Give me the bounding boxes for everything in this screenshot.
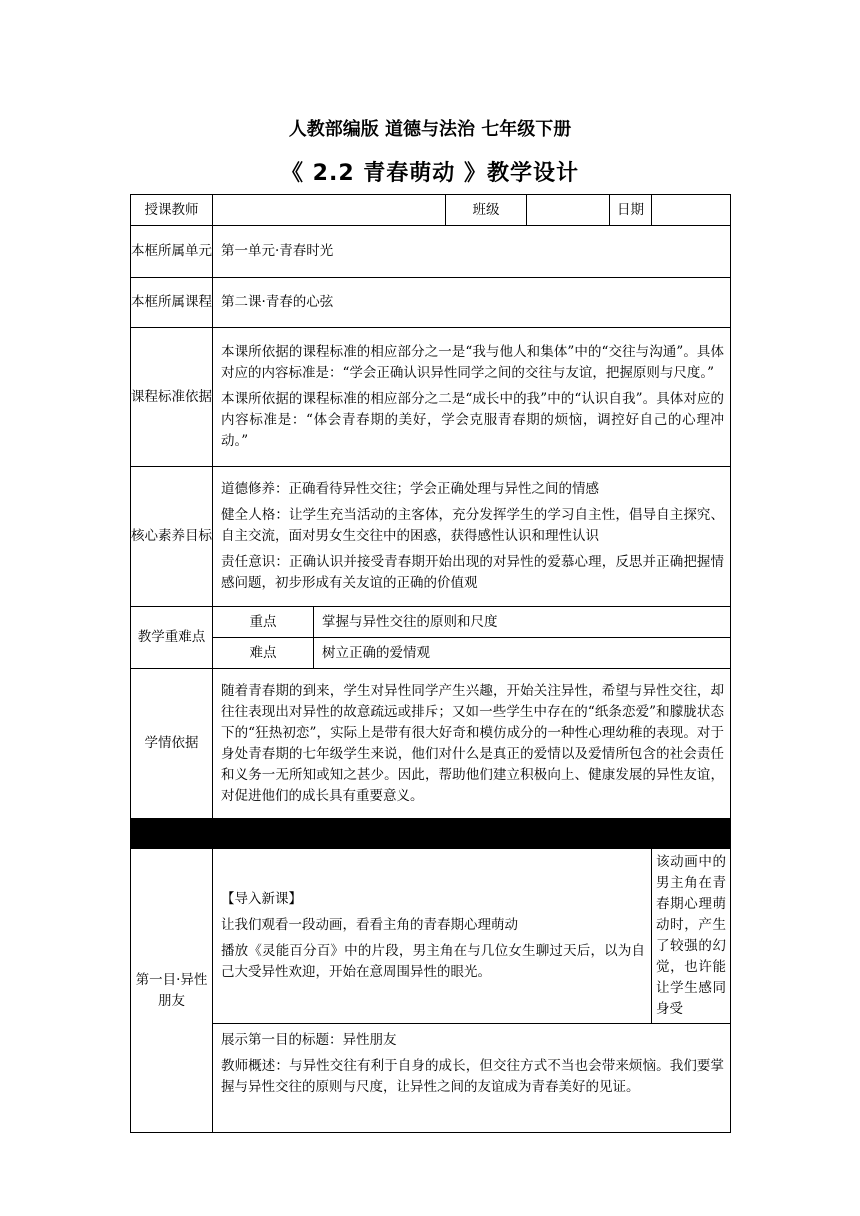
situation-content: 随着青春期的到来，学生对异性同学产生兴趣，开始关注异性，希望与异性交往，却往往表现出对异性的故意疏远或排斥；又如一些学生中存在的“纸条恋爱”和朦胧状态下的“狂热初恋”，实际上是带有很大好奇和模仿成分的一种性心理幼稚的表现。对于身处青春期的七年级学生来说，他们对什么是真正的爱情以及爱情所包含的社会责任和义务一无所知或知之甚少。因此，帮助他们建立积极向上、健康发展的异性友谊，对促进他们的成长具有重要意义。 xyxy=(213,669,731,819)
class-label: 班级 xyxy=(446,195,527,226)
document-title: 《 2.2 青春萌动 》教学设计 xyxy=(281,161,579,186)
black-divider-row xyxy=(131,819,731,849)
difficult-label: 难点 xyxy=(213,638,314,669)
key-value: 掌握与异性交往的原则和尺度 xyxy=(314,607,731,638)
teacher-label: 授课教师 xyxy=(131,195,213,226)
standard-content xyxy=(213,328,731,467)
literacy-content xyxy=(213,467,731,607)
topic-paragraph-1: 展示第一目的标题：异性朋友 xyxy=(221,1032,397,1048)
literacy-row xyxy=(131,467,731,607)
course-label: 本框所属课程 xyxy=(131,278,213,328)
section1-intro-content xyxy=(213,849,652,1024)
section1-intro-row xyxy=(131,849,731,1024)
section1-topic-content xyxy=(213,1024,731,1133)
topic-paragraph-2: 教师概述：与异性交往有利于自身的成长，但交往方式不当也会带来烦恼。我们要掌握与异性交往的原则与尺度，让异性之间的友谊成为青春美好的见证。 xyxy=(221,1058,725,1095)
literacy-label: 核心素养目标 xyxy=(131,467,213,607)
unit-value: 第一单元·青春时光 xyxy=(213,226,731,278)
standard-label: 课程标准依据 xyxy=(131,328,213,467)
situation-row xyxy=(131,669,731,819)
section1-note: 该动画中的男主角在青春期心理萌动时，产生了较强的幻觉，也许能让学生感同身受 xyxy=(652,849,731,1024)
standard-row xyxy=(131,328,731,467)
literacy-paragraph-1: 道德修养：正确看待异性交往；学会正确处理与异性之间的情感 xyxy=(221,481,599,497)
section1-topic-row xyxy=(131,1024,731,1133)
course-value: 第二课·青春的心弦 xyxy=(213,278,731,328)
standard-paragraph-2: 本课所依据的课程标准的相应部分之二是“成长中的我”中的“认识自我”。具体对应的内容标准是：“体会青春期的美好，学会克服青春期的烦恼，调控好自己的心理冲动。” xyxy=(221,391,725,449)
keypoint-row xyxy=(131,607,731,638)
intro-paragraph-1: 让我们观看一段动画，看看主角的青春期心理萌动 xyxy=(221,917,518,933)
class-value xyxy=(527,195,610,226)
teacher-value xyxy=(213,195,446,226)
document-subtitle: 人教部编版 道德与法治 七年级下册 xyxy=(288,119,572,140)
date-value xyxy=(652,195,731,226)
standard-paragraph-1: 本课所依据的课程标准的相应部分之一是“我与他人和集体”中的“交往与沟通”。具体对应的内容标准是：“学会正确认识异性同学之间的交往与友谊，把握原则与尺度。” xyxy=(221,344,725,381)
keypoints-label: 教学重难点 xyxy=(131,607,213,669)
literacy-paragraph-3: 责任意识：正确认识并接受青春期开始出现的对异性的爱慕心理，反思并正确把握情感问题，初步形成有关友谊的正确的价值观 xyxy=(221,554,725,591)
difficult-value: 树立正确的爱情观 xyxy=(314,638,731,669)
situation-label: 学情依据 xyxy=(131,669,213,819)
intro-paragraph-2: 播放《灵能百分百》中的片段，男主角在与几位女生聊过天后，以为自己大受异性欢迎，开始在意周围异性的眼光。 xyxy=(221,943,646,980)
date-label: 日期 xyxy=(610,195,652,226)
lesson-design-table xyxy=(130,194,731,1133)
section-divider-bar xyxy=(131,819,731,849)
intro-heading: 【导入新课】 xyxy=(221,891,302,907)
course-row xyxy=(131,278,731,328)
difficulty-row xyxy=(131,638,731,669)
section1-label: 第一目·异性朋友 xyxy=(131,849,213,1133)
info-row xyxy=(131,195,731,226)
unit-label: 本框所属单元 xyxy=(131,226,213,278)
key-label: 重点 xyxy=(213,607,314,638)
unit-row xyxy=(131,226,731,278)
literacy-paragraph-2: 健全人格：让学生充当活动的主客体，充分发挥学生的学习自主性，倡导自主探究、自主交流，面对男女生交往中的困惑，获得感性认识和理性认识 xyxy=(221,507,725,544)
